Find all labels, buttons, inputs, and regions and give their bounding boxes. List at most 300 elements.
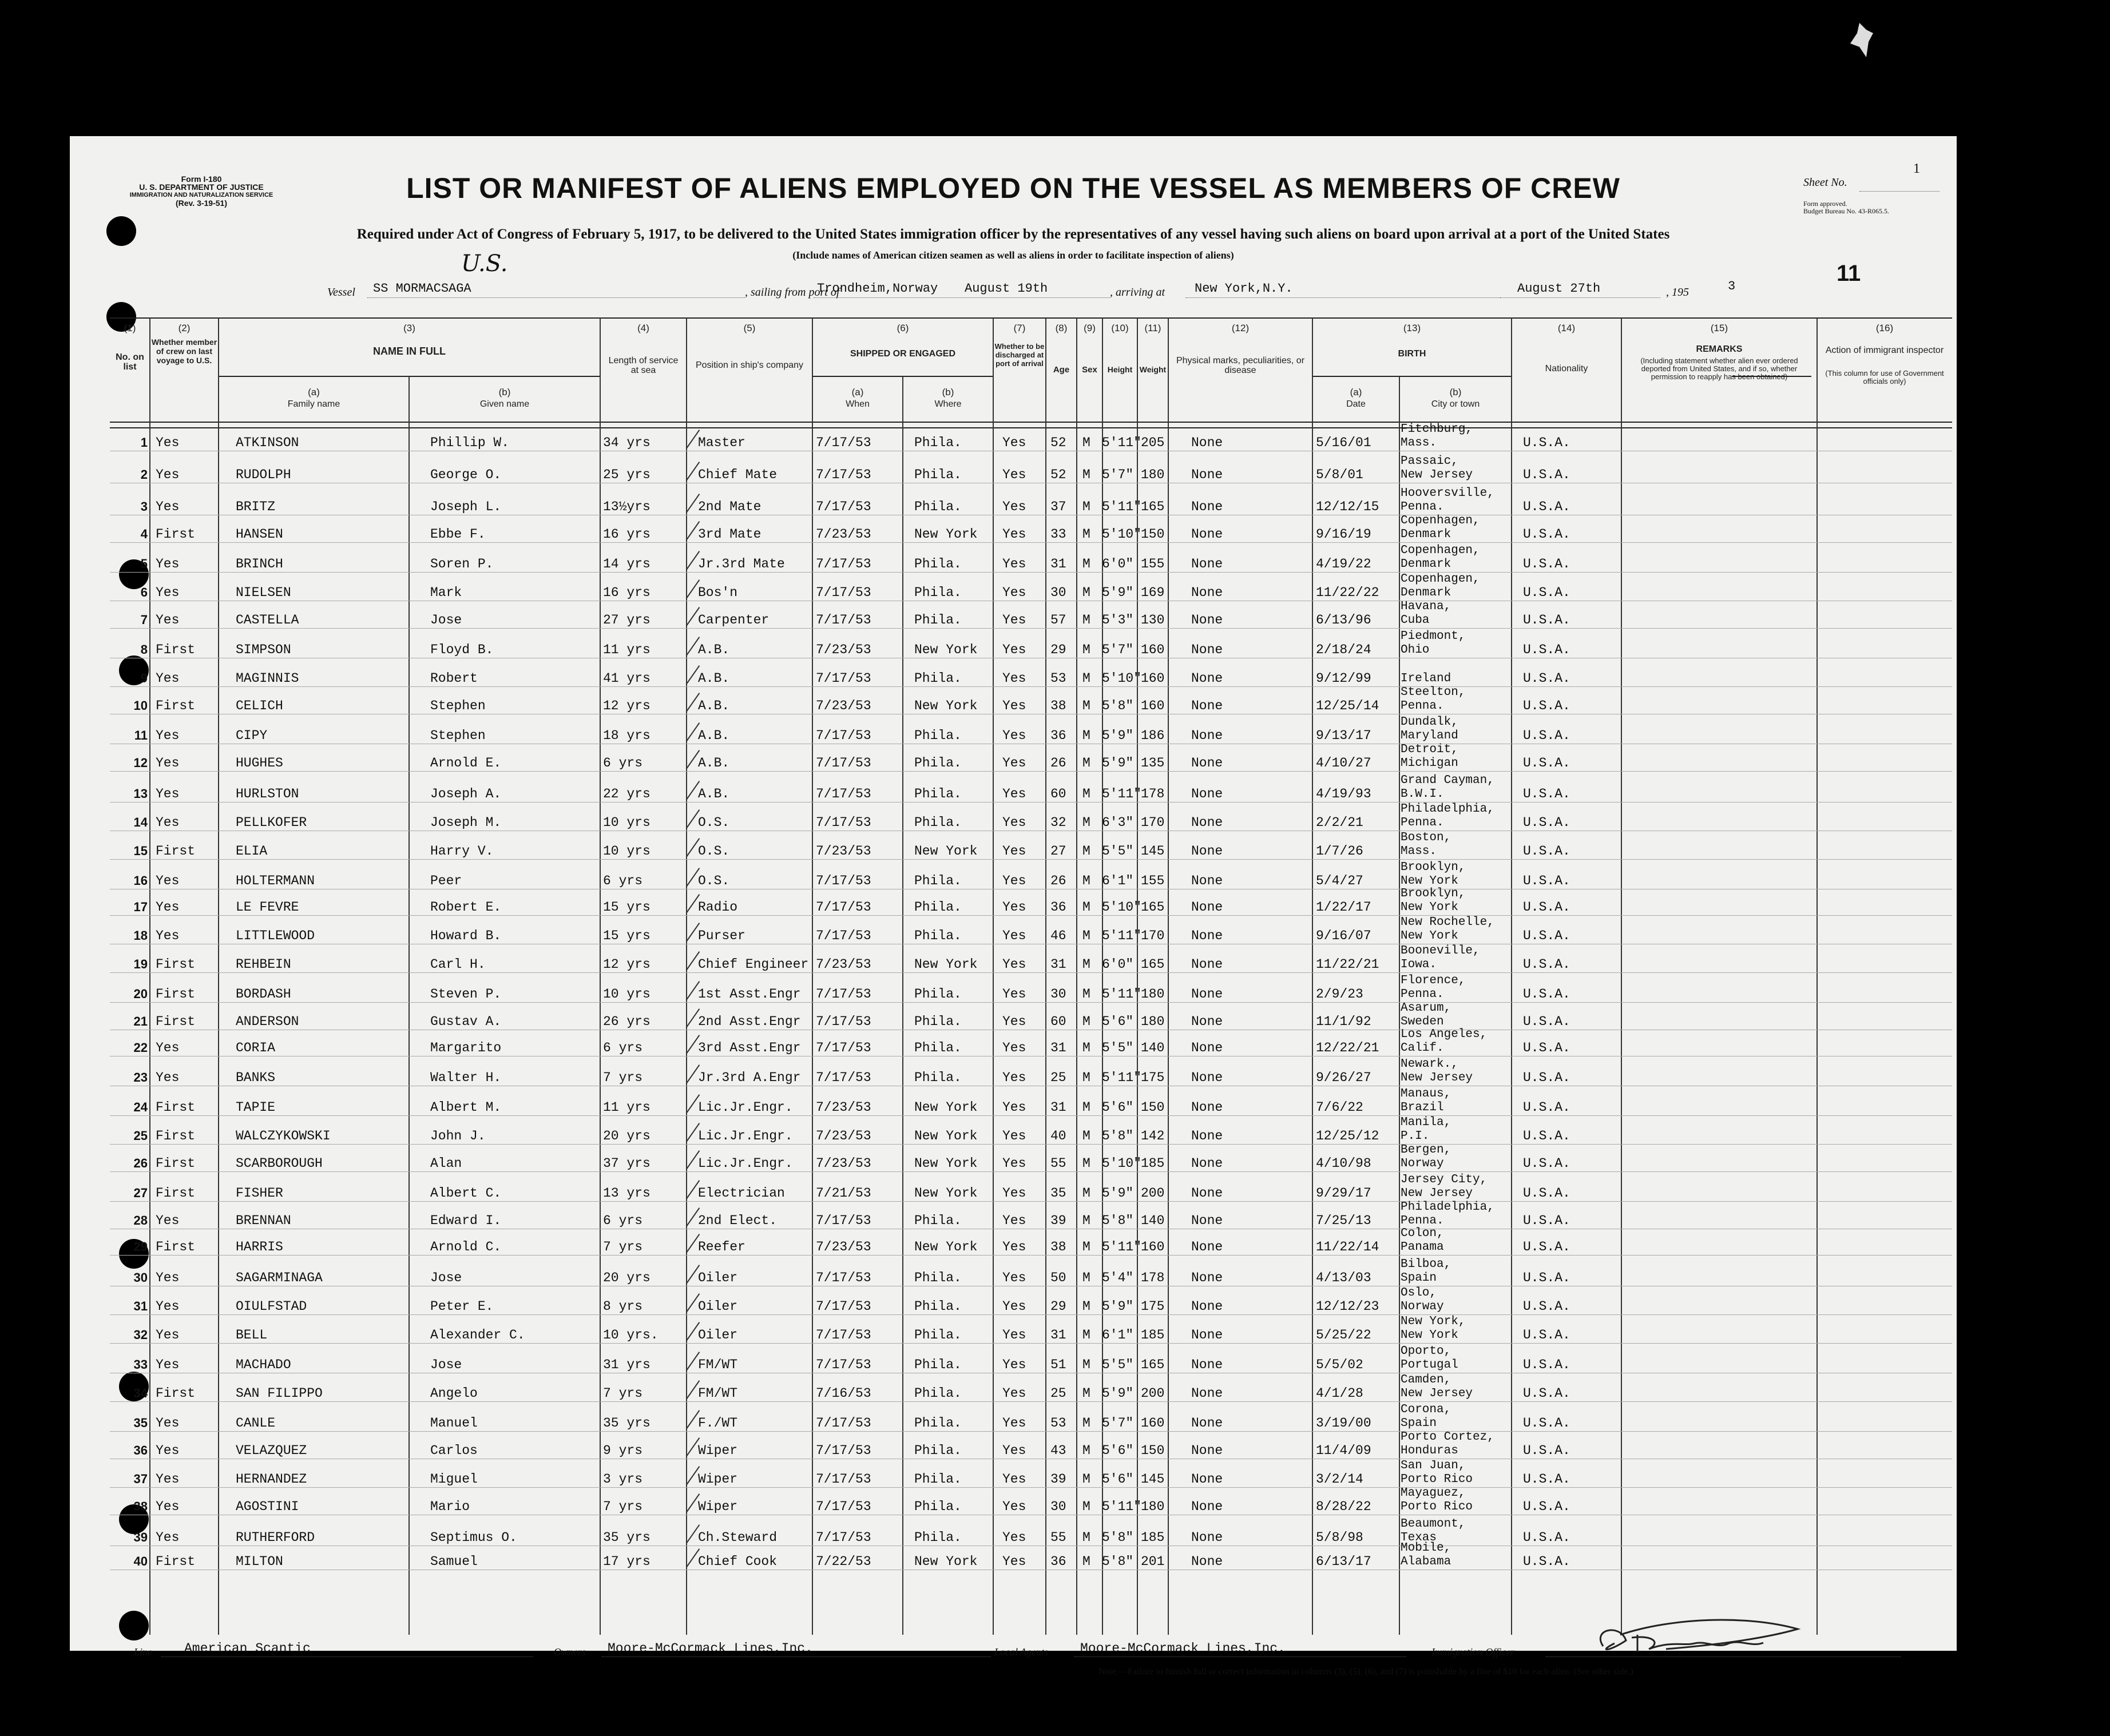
- row-discharged: Yes: [1002, 786, 1026, 801]
- row-given-name: Edward I.: [430, 1213, 502, 1228]
- row-weight: 145: [1141, 844, 1165, 859]
- row-position: Chief Cook: [698, 1554, 778, 1569]
- row-nationality: U.S.A.: [1523, 873, 1570, 888]
- row-service: 9 yrs: [603, 1443, 643, 1458]
- row-number: 35: [133, 1416, 148, 1430]
- row-birth-date: 6/13/17: [1316, 1554, 1371, 1569]
- row-age: 30: [1050, 987, 1066, 1002]
- row-service: 7 yrs: [603, 1386, 643, 1401]
- row-physical-marks: None: [1191, 1499, 1223, 1514]
- row-height: 6'3": [1102, 815, 1134, 830]
- row-weight: 200: [1141, 1186, 1165, 1201]
- col-header-when: When: [846, 399, 870, 409]
- row-physical-marks: None: [1191, 435, 1223, 450]
- row-last-voyage: First: [156, 698, 196, 713]
- row-nationality: U.S.A.: [1523, 1416, 1570, 1431]
- service-name: IMMIGRATION AND NATURALIZATION SERVICE: [129, 192, 273, 198]
- row-shipped-when: 7/23/53: [816, 1100, 871, 1115]
- row-given-name: Joseph A.: [430, 786, 502, 801]
- row-last-voyage: First: [156, 844, 196, 859]
- row-birth-city: Boston,: [1401, 831, 1451, 844]
- row-family-name: REHBEIN: [236, 957, 291, 972]
- row-discharged: Yes: [1002, 499, 1026, 514]
- row-last-voyage: Yes: [156, 1357, 180, 1372]
- row-discharged: Yes: [1002, 844, 1026, 859]
- row-shipped-when: 7/17/53: [816, 756, 871, 770]
- row-shipped-when: 7/17/53: [816, 1357, 871, 1372]
- row-sex: M: [1082, 786, 1090, 801]
- row-given-name: Robert E.: [430, 900, 502, 915]
- row-nationality: U.S.A.: [1523, 1240, 1570, 1254]
- row-service: 17 yrs: [603, 1554, 651, 1569]
- row-weight: 165: [1141, 1357, 1165, 1372]
- row-discharged: Yes: [1002, 1499, 1026, 1514]
- row-service: 10 yrs: [603, 987, 651, 1002]
- row-last-voyage: Yes: [156, 1070, 180, 1085]
- row-number: 25: [133, 1129, 148, 1143]
- col-header-birth: BIRTH: [1398, 349, 1426, 359]
- row-given-name: John J.: [430, 1129, 486, 1143]
- row-shipped-where: Phila.: [914, 900, 962, 915]
- row-family-name: AGOSTINI: [236, 1499, 299, 1514]
- row-family-name: MACHADO: [236, 1357, 291, 1372]
- row-shipped-when: 7/17/53: [816, 557, 871, 571]
- col-header-height: Height: [1107, 365, 1133, 374]
- row-shipped-where: Phila.: [914, 987, 962, 1002]
- row-weight: 186: [1141, 728, 1165, 743]
- line-label: Line: [134, 1646, 153, 1658]
- row-position: Lic.Jr.Engr.: [698, 1156, 793, 1171]
- row-sex: M: [1082, 1499, 1090, 1514]
- row-sex: M: [1082, 1416, 1090, 1431]
- row-family-name: SAGARMINAGA: [236, 1270, 323, 1285]
- row-shipped-where: Phila.: [914, 671, 962, 686]
- row-given-name: Joseph M.: [430, 815, 502, 830]
- row-age: 55: [1050, 1530, 1066, 1545]
- row-birth-city: Copenhagen,: [1401, 544, 1480, 557]
- row-discharged: Yes: [1002, 435, 1026, 450]
- row-number: 39: [133, 1530, 148, 1544]
- row-age: 43: [1050, 1443, 1066, 1458]
- row-shipped-when: 7/23/53: [816, 844, 871, 859]
- row-physical-marks: None: [1191, 786, 1223, 801]
- row-position: 2nd Elect.: [698, 1213, 778, 1228]
- row-last-voyage: Yes: [156, 1530, 180, 1545]
- row-height: 5'9": [1102, 1186, 1134, 1201]
- row-shipped-when: 7/17/53: [816, 613, 871, 627]
- row-given-name: Steven P.: [430, 987, 502, 1002]
- row-physical-marks: None: [1191, 585, 1223, 600]
- row-weight: 165: [1141, 957, 1165, 972]
- row-age: 46: [1050, 928, 1066, 943]
- row-birth-region: Alabama: [1401, 1555, 1451, 1568]
- row-age: 40: [1050, 1129, 1066, 1143]
- row-position: Chief Engineer: [698, 957, 809, 972]
- row-discharged: Yes: [1002, 1070, 1026, 1085]
- row-number: 40: [133, 1554, 148, 1568]
- row-age: 38: [1050, 1240, 1066, 1254]
- row-age: 25: [1050, 1070, 1066, 1085]
- row-birth-region: Iowa.: [1401, 958, 1437, 971]
- row-service: 11 yrs: [603, 1100, 651, 1115]
- row-last-voyage: Yes: [156, 435, 180, 450]
- row-nationality: U.S.A.: [1523, 527, 1570, 542]
- row-family-name: CIPY: [236, 728, 268, 743]
- row-weight: 150: [1141, 1100, 1165, 1115]
- row-family-name: ANDERSON: [236, 1014, 299, 1029]
- row-position: 3rd Mate: [698, 527, 761, 542]
- row-nationality: U.S.A.: [1523, 557, 1570, 571]
- row-shipped-when: 7/17/53: [816, 435, 871, 450]
- row-family-name: WALCZYKOWSKI: [236, 1129, 331, 1143]
- arrival-port: New York,N.Y.: [1195, 281, 1293, 296]
- row-sex: M: [1082, 1100, 1090, 1115]
- row-birth-region: Ohio: [1401, 643, 1430, 657]
- row-physical-marks: None: [1191, 815, 1223, 830]
- row-sex: M: [1082, 1156, 1090, 1171]
- row-discharged: Yes: [1002, 815, 1026, 830]
- row-nationality: U.S.A.: [1523, 1070, 1570, 1085]
- col-header-age: Age: [1053, 365, 1070, 375]
- row-service: 35 yrs: [603, 1530, 651, 1545]
- row-height: 5'7": [1102, 1416, 1134, 1431]
- row-birth-city: Steelton,: [1401, 686, 1466, 699]
- row-family-name: HARRIS: [236, 1240, 283, 1254]
- row-number: 10: [133, 698, 148, 713]
- row-position: Bos'n: [698, 585, 738, 600]
- row-discharged: Yes: [1002, 1186, 1026, 1201]
- row-service: 10 yrs: [603, 815, 651, 830]
- row-position: Master: [698, 435, 745, 450]
- row-shipped-when: 7/17/53: [816, 728, 871, 743]
- row-birth-date: 2/18/24: [1316, 642, 1371, 657]
- row-given-name: Howard B.: [430, 928, 502, 943]
- row-birth-date: 12/25/14: [1316, 698, 1379, 713]
- sailing-label: , sailing from port of: [745, 286, 840, 299]
- row-age: 36: [1050, 1554, 1066, 1569]
- row-nationality: U.S.A.: [1523, 499, 1570, 514]
- local-agents-value: Moore-McCormack Lines,Inc.: [1080, 1641, 1286, 1656]
- row-shipped-when: 7/16/53: [816, 1386, 871, 1401]
- row-birth-region: Spain: [1401, 1417, 1437, 1430]
- row-physical-marks: None: [1191, 1156, 1223, 1171]
- row-birth-city: Asarum,: [1401, 1002, 1451, 1015]
- row-sex: M: [1082, 1014, 1090, 1029]
- manifest-sheet: Form I-180 U. S. DEPARTMENT OF JUSTICE IMMIGRATION AND NATURALIZATION SERVICE (Rev. 3-19-51) LIST OR MANIFEST OF ALIENS EMPLOYED ON THE VESSEL AS MEMBERS OF CREW Required under Act of Congress of February 5, 1917, to be delivered to the United States immigration officer by the representatives of any vessel having such aliens on board upon arrival at a port of the United States (Include names of American citizen seamen as well as aliens in order to facilitate inspection of aliens) Sheet No. 1 Form approved. Budget Bureau No. 43-R065.5. 11 Vessel U.S. SS MORMACSAGA , sailing from port of Trondheim,Norway August 19th , arriving at New York,N.Y. August 27th , 195 3 (1) No. on list (2) Whether member of crew on last voyage to U.S. (3) NAME IN FULL (a) Family name (b) Given name (4) Length of service at sea (5) Position in ship's company (6) SHIPPED OR ENGAGED (a) When (b) Where (7) Whether to be discharged at port of arrival (8) Age (9) Sex (10) Height (11) Weight (12) Physical marks, peculiarities, or disease (13) BIRTH (a) Date (b) City or town (14) Nationality (15) REMARKS (Including statement whether alien ever ordered deported from United States, and if so, whether permission to reapply has been obtained) (16) Action of immigrant inspector (This column for use of Government officials only) 1 Yes ATKINSON Phillip W. 34 yrs Master 7/17/53 Phila. Yes 52 M 5'11" 205 None 5/16/01 U.S.A. Fitchburg, Mass. 2 Yes RUDOLPH George O. 25 yrs Chief Mate 7/17/53 Phila. Yes 52 M 5'7" 180 None 5/8/01 U.S.A. Passaic, New Jersey 3 Yes BRITZ Joseph L. 13½yrs 2nd Mate 7/17/53 Phila. Yes 37 M 5'11" 165 None 12/12/15 U.S.A. Hooversville, Penna. 4 First HANSEN Ebbe F. 16 yrs 3rd Mate 7/23/53 New York Yes 33 M 5'10" 150 None 9/16/19 U.S.A. Copenhagen, Denmark 5 Yes BRINCH Soren P. 14 yrs Jr.3rd Mate 7/17/53 Phila. Yes 31 M 6'0" 155 None 4/19/22 U.S.A. Copenhagen, Denmark 6 Yes NIELSEN Mark 16 yrs Bos'n 7/17/53 Phila. Yes 30 M 5'9" 169 None 11/22/22 U.S.A. Copenhagen, Denmark 7 Yes CASTELLA Jose 27 yrs Carpenter 7/17/53 Phila. Yes 57 M 5'3" 130 None 6/13/96 U.S.A. Havana, Cuba 8 First SIMPSON Floyd B. 11 yrs A.B. 7/23/53 New York Yes 29 M 5'7" 160 None 2/18/24 U.S.A. Piedmont, Ohio 9 Yes MAGINNIS Robert 41 yrs A.B. 7/17/53 Phila. Yes 53 M 5'10" 160 None 9/12/99 U.S.A. Ireland 10 First CELICH Stephen 12 yrs A.B. 7/23/53 New York Yes 38 M 5'8" 160 None 12/25/14 U.S.A. Steelton, Penna. 11 Yes CIPY Stephen 18 yrs A.B. 7/17/53 Phila. Yes 36 M 5'9" 186 None 9/13/17 U.S.A. Dundalk, Maryland 12 Yes HUGHES Arnold E. 6 yrs A.B. 7/17/53 Phila. Yes 26 M 5'9" 135 None 4/10/27 U.S.A. Detroit, Michigan 13 Yes HURLSTON Joseph A. 22 yrs A.B. 7/17/53 Phila. Yes 60 M 5'11" 178 None 4/19/93 U.S.A. Grand Cayman, B.W.I. 14 Yes PELLKOFER Joseph M. 10 yrs O.S. 7/17/53 Phila. Yes 32 M 6'3" 170 None 2/2/21 U.S.A. Philadelphia, Penna. 15 First ELIA Harry V. 10 yrs O.S. 7/23/53 New York Yes 27 M 5'5" 145 None 1/7/26 U.S.A. Boston, Mass. 16 Yes HOLTERMANN Peer 6 yrs O.S. 7/17/53 Phila. Yes 26 M 6'1" 155 None 5/4/27 U.S.A. Brooklyn, New York 17 Yes LE FEVRE Robert E. 15 yrs Radio 7/17/53 Phila. Yes 36 M 5'10" 165 None 1/22/17 U.S.A. Brooklyn, New York 18 Yes LITTLEWOOD Howard B. 15 yrs Purser 7/17/53 Phila. Yes 46 M 5'11" 170 None 9/16/07 U.S.A. New Rochelle, New York 19 First REHBEIN Carl H. 12 yrs Chief Engineer 7/23/53 New York Yes 31 M 6'0" 165 None 11/22/21 U.S.A. Booneville, Iowa. 20 First BORDASH Steven P. 10 yrs 1st Asst.Engr 7/17/53 Phila. Yes 30 M 5'11" 180 None 2/9/23 U.S.A. Florence, Penna. 21 First ANDERSON Gustav A. 26 yrs 2nd Asst.Engr 7/17/53 Phila. Yes 60 M 5'6" 180 None 11/1/92 U.S.A. Asarum, Sweden 22 Yes CORIA Margarito 6 yrs 3rd Asst.Engr 7/17/53 Phila. Yes 31 M 5'5" 140 None 12/22/21 U.S.A. Los Angeles, Calif. 23 Yes BANKS Walter H. 7 yrs Jr.3rd A.Engr 7/17/53 Phila. Yes 25 M 5'11" 175 None 9/26/27 U.S.A. Newark., New Jersey 24 First TAPIE Albert M. 11 yrs Lic.Jr.Engr. 7/23/53 New York Yes 31 M 5'6" 150 None 7/6/22 U.S.A. Manaus, Brazil 25 First WALCZYKOWSKI John J. 20 yrs Lic.Jr.Engr. 7/23/53 New York Yes 40 M 5'8" 142 None 12/25/12 U.S.A. Manila, P.I. 26 First SCARBOROUGH Alan 37 yrs Lic.Jr.Engr. 7/23/53 New York Yes 55 M 5'10" 185 None 4/10/98 U.S.A. Bergen, Norway 27 First FISHER Albert C. 13 yrs Electrician 7/21/53 New York Yes 35 M 5'9" 200 None 9/29/17 U.S.A. Jersey City, New Jersey 28 Yes BRENNAN Edward I. 6 yrs 2nd Elect. 7/17/53 Phila. Yes 39 M 5'8" 140 None 7/25/13 U.S.A. Philadelphia, Penna. 29 First HARRIS Arnold C. 7 yrs Reefer 7/23/53 New York Yes 38 M 5'11" 160 None 11/22/14 U.S.A. Colon, Panama 30 Yes SAGARMINAGA Jose 20 yrs Oiler 7/17/53 Phila. Yes 50 M 5'4" 178 None 4/13/03 U.S.A. Bilboa, Spain 31 Yes OIULFSTAD Peter E. 8 yrs Oiler 7/17/53 Phila. Yes 29 M 5'9" 175 None 12/12/23 U.S.A. Oslo, Norway 32 Yes BELL Alexander C. 10 yrs. Oiler 7/17/53 Phila. Yes 31 M 6'1" 185 None 5/25/22 U.S.A. New York, New York 33 Yes MACHADO Jose 31 yrs FM/WT 7/17/53 Phila. Yes 51 M 5'5" 165 None 5/5/02 U.S.A. Oporto, Portugal 34 First SAN FILIPPO Angelo 7 yrs FM/WT 7/16/53 Phila. Yes 25 M 5'9" 200 None 4/1/28 U.S.A. Camden, New Jersey 35 Yes CANLE Manuel 35 yrs F./WT 7/17/53 Phila. Yes 53 M 5'7" 160 None 3/19/00 U.S.A. Corona, Spain 36 Yes VELAZQUEZ Carlos 9 yrs Wiper 7/17/53 Phila. Yes 43 M 5'6" 150 None 11/4/09 U.S.A. Porto Cortez, Honduras 37 Yes HERNANDEZ Miguel 3 yrs Wiper 7/17/53 Phila. Yes 39 M 5'6" 145 None 3/2/14 U.S.A. San Juan, Porto Rico 38 Yes AGOSTINI Mario 7 yrs Wiper 7/17/53 Phila. Yes 30 M 5'11" 180 None 8/28/22 U.S.A. Mayaguez, Porto Rico 39 Yes RUTHERFORD Septimus O. 35 yrs Ch.Steward 7/17/53 Phila. Yes 55 M 5'8" 185 None 5/8/98 U.S.A. Beaumont, Texas 40 First MILTON Samuel 17 yrs Chief Cook 7/22/53 New York Yes 36 M 5'8" 201 None 6/13/17 U.S.A. Mobile, Alabama Line American Scantic Owners Moore-McCormack Lines,Inc. Local Agents Moore-McCormack Lines,Inc. Immigration Officer Note.—Failure to furnish full or correct information in columns (3), (5), (6), and (7) is punishable by a fine of $10 for each alien. (See other side.): [70, 136, 1957, 1651]
- departure-port: Trondheim,Norway: [817, 281, 938, 296]
- row-age: 31: [1050, 957, 1066, 972]
- row-age: 29: [1050, 642, 1066, 657]
- row-physical-marks: None: [1191, 1443, 1223, 1458]
- row-service: 6 yrs: [603, 873, 643, 888]
- row-shipped-where: Phila.: [914, 557, 962, 571]
- row-given-name: Stephen: [430, 698, 486, 713]
- row-birth-date: 5/8/01: [1316, 467, 1363, 482]
- row-birth-date: 11/22/22: [1316, 585, 1379, 600]
- col-header-position: Position in ship's company: [695, 360, 804, 370]
- row-birth-region: Penna.: [1401, 500, 1444, 514]
- row-birth-city: Brooklyn,: [1401, 861, 1466, 874]
- row-birth-date: 11/1/92: [1316, 1014, 1371, 1029]
- row-shipped-where: Phila.: [914, 815, 962, 830]
- row-age: 53: [1050, 1416, 1066, 1431]
- row-last-voyage: First: [156, 1386, 196, 1401]
- row-shipped-when: 7/17/53: [816, 1472, 871, 1487]
- row-physical-marks: None: [1191, 1014, 1223, 1029]
- row-service: 18 yrs: [603, 728, 651, 743]
- row-physical-marks: None: [1191, 1270, 1223, 1285]
- row-nationality: U.S.A.: [1523, 698, 1570, 713]
- row-birth-region: Texas: [1401, 1531, 1437, 1544]
- row-last-voyage: First: [156, 957, 196, 972]
- row-weight: 180: [1141, 467, 1165, 482]
- row-physical-marks: None: [1191, 900, 1223, 915]
- row-last-voyage: Yes: [156, 499, 180, 514]
- row-sex: M: [1082, 642, 1090, 657]
- row-shipped-when: 7/17/53: [816, 1328, 871, 1342]
- row-height: 6'1": [1102, 873, 1134, 888]
- row-birth-city: Mobile,: [1401, 1542, 1451, 1555]
- arriving-label: , arriving at: [1110, 286, 1165, 299]
- row-last-voyage: Yes: [156, 786, 180, 801]
- row-last-voyage: First: [156, 1014, 196, 1029]
- row-given-name: Alan: [430, 1156, 462, 1171]
- row-position: Reefer: [698, 1240, 745, 1254]
- row-physical-marks: None: [1191, 844, 1223, 859]
- col-header-last-voyage: Whether member of crew on last voyage to U.S.: [151, 337, 217, 365]
- row-birth-date: 1/22/17: [1316, 900, 1371, 915]
- col-header-sex: Sex: [1082, 365, 1097, 375]
- col-header-birth-date: Date: [1346, 399, 1366, 409]
- row-discharged: Yes: [1002, 1357, 1026, 1372]
- row-height: 5'9": [1102, 585, 1134, 600]
- row-age: 38: [1050, 698, 1066, 713]
- row-family-name: CANLE: [236, 1416, 276, 1431]
- row-shipped-where: Phila.: [914, 467, 962, 482]
- row-given-name: Arnold C.: [430, 1240, 502, 1254]
- row-height: 6'1": [1102, 1328, 1134, 1342]
- row-nationality: U.S.A.: [1523, 786, 1570, 801]
- row-physical-marks: None: [1191, 1416, 1223, 1431]
- row-birth-city: Newark.,: [1401, 1058, 1458, 1071]
- row-weight: 155: [1141, 873, 1165, 888]
- row-shipped-when: 7/23/53: [816, 527, 871, 542]
- row-family-name: BANKS: [236, 1070, 276, 1085]
- row-physical-marks: None: [1191, 1299, 1223, 1314]
- row-number: 38: [133, 1499, 148, 1513]
- row-birth-city: Oporto,: [1401, 1345, 1451, 1358]
- row-family-name: VELAZQUEZ: [236, 1443, 307, 1458]
- row-birth-region: Denmark: [1401, 558, 1451, 571]
- row-birth-city: Mayaguez,: [1401, 1487, 1466, 1500]
- row-number: 16: [133, 873, 148, 888]
- row-discharged: Yes: [1002, 613, 1026, 627]
- row-number: 22: [133, 1040, 148, 1055]
- row-shipped-when: 7/17/53: [816, 1299, 871, 1314]
- row-discharged: Yes: [1002, 1156, 1026, 1171]
- row-birth-region: Brazil: [1401, 1101, 1444, 1114]
- row-number: 24: [133, 1100, 148, 1114]
- col-header-family-name: Family name: [287, 399, 340, 409]
- row-weight: 170: [1141, 815, 1165, 830]
- row-discharged: Yes: [1002, 1472, 1026, 1487]
- row-service: 11 yrs: [603, 642, 651, 657]
- row-family-name: CELICH: [236, 698, 283, 713]
- row-birth-city: Brooklyn,: [1401, 887, 1466, 900]
- row-birth-region: Norway: [1401, 1300, 1444, 1313]
- row-birth-date: 12/25/12: [1316, 1129, 1379, 1143]
- local-agents-label: Local Agents: [994, 1646, 1049, 1658]
- row-height: 5'9": [1102, 756, 1134, 770]
- row-number: 5: [140, 557, 148, 571]
- row-physical-marks: None: [1191, 1213, 1223, 1228]
- row-given-name: Peer: [430, 873, 462, 888]
- row-birth-region: Portugal: [1401, 1358, 1458, 1372]
- row-birth-date: 5/25/22: [1316, 1328, 1371, 1342]
- row-birth-city: Manila,: [1401, 1116, 1451, 1129]
- row-given-name: Gustav A.: [430, 1014, 502, 1029]
- row-height: 5'8": [1102, 1530, 1134, 1545]
- row-birth-city: Manaus,: [1401, 1087, 1451, 1101]
- row-nationality: U.S.A.: [1523, 1014, 1570, 1029]
- row-shipped-where: New York: [914, 957, 978, 972]
- row-height: 5'8": [1102, 1129, 1134, 1143]
- row-given-name: Angelo: [430, 1386, 478, 1401]
- row-given-name: Harry V.: [430, 844, 494, 859]
- row-family-name: SCARBOROUGH: [236, 1156, 323, 1171]
- row-shipped-when: 7/23/53: [816, 1240, 871, 1254]
- row-family-name: BRITZ: [236, 499, 276, 514]
- row-last-voyage: Yes: [156, 900, 180, 915]
- row-number: 23: [133, 1070, 148, 1084]
- row-family-name: CORIA: [236, 1040, 276, 1055]
- row-height: 5'11": [1102, 987, 1142, 1002]
- row-birth-region: Maryland: [1401, 729, 1458, 742]
- row-physical-marks: None: [1191, 1386, 1223, 1401]
- row-position: Wiper: [698, 1499, 738, 1514]
- row-height: 5'11": [1102, 435, 1142, 450]
- row-height: 5'5": [1102, 1357, 1134, 1372]
- row-number: 7: [140, 613, 148, 627]
- row-number: 4: [140, 527, 148, 541]
- form-number: Form I-180: [181, 174, 222, 184]
- form-subtitle: Required under Act of Congress of February 5, 1917, to be delivered to the United States immigration officer by the representatives of any vessel having such aliens on board upon arrival at a port of the United States: [356, 227, 1670, 242]
- row-discharged: Yes: [1002, 1040, 1026, 1055]
- row-birth-city: Booneville,: [1401, 944, 1480, 958]
- line-value: American Scantic: [184, 1641, 311, 1656]
- row-age: 35: [1050, 1186, 1066, 1201]
- row-sex: M: [1082, 671, 1090, 686]
- row-age: 26: [1050, 756, 1066, 770]
- row-service: 7 yrs: [603, 1070, 643, 1085]
- row-shipped-where: Phila.: [914, 1499, 962, 1514]
- row-position: Lic.Jr.Engr.: [698, 1129, 793, 1143]
- row-service: 26 yrs: [603, 1014, 651, 1029]
- row-birth-city: Oslo,: [1401, 1286, 1437, 1300]
- row-shipped-where: Phila.: [914, 1014, 962, 1029]
- row-discharged: Yes: [1002, 1213, 1026, 1228]
- row-sex: M: [1082, 756, 1090, 770]
- row-weight: 160: [1141, 698, 1165, 713]
- row-sex: M: [1082, 1040, 1090, 1055]
- row-weight: 180: [1141, 1499, 1165, 1514]
- row-service: 22 yrs: [603, 786, 651, 801]
- row-nationality: U.S.A.: [1523, 1357, 1570, 1372]
- row-given-name: Jose: [430, 1270, 462, 1285]
- row-sex: M: [1082, 435, 1090, 450]
- row-height: 5'6": [1102, 1443, 1134, 1458]
- row-position: Ch.Steward: [698, 1530, 778, 1545]
- row-sex: M: [1082, 467, 1090, 482]
- row-height: 5'3": [1102, 613, 1134, 627]
- row-sex: M: [1082, 1240, 1090, 1254]
- row-age: 33: [1050, 527, 1066, 542]
- row-birth-city: Bilboa,: [1401, 1258, 1451, 1271]
- row-last-voyage: First: [156, 1554, 196, 1569]
- row-family-name: MILTON: [236, 1554, 283, 1569]
- row-birth-date: 2/9/23: [1316, 987, 1363, 1002]
- row-nationality: U.S.A.: [1523, 1328, 1570, 1342]
- sheet-no-value: 1: [1913, 161, 1920, 176]
- row-service: 20 yrs: [603, 1129, 651, 1143]
- row-nationality: U.S.A.: [1523, 642, 1570, 657]
- row-shipped-where: Phila.: [914, 756, 962, 770]
- row-birth-date: 9/29/17: [1316, 1186, 1371, 1201]
- col-header-nationality: Nationality: [1545, 364, 1588, 374]
- row-age: 55: [1050, 1156, 1066, 1171]
- row-shipped-where: New York: [914, 1156, 978, 1171]
- row-shipped-when: 7/17/53: [816, 1530, 871, 1545]
- row-service: 16 yrs: [603, 527, 651, 542]
- row-physical-marks: None: [1191, 728, 1223, 743]
- row-position: Wiper: [698, 1472, 738, 1487]
- row-physical-marks: None: [1191, 1357, 1223, 1372]
- row-birth-region: Porto Rico: [1401, 1473, 1473, 1486]
- row-shipped-when: 7/17/53: [816, 1270, 871, 1285]
- row-position: A.B.: [698, 786, 730, 801]
- row-last-voyage: Yes: [156, 1443, 180, 1458]
- row-birth-region: Calif.: [1401, 1042, 1444, 1055]
- row-age: 31: [1050, 1100, 1066, 1115]
- row-number: 19: [133, 957, 148, 971]
- row-birth-date: 1/7/26: [1316, 844, 1363, 859]
- row-service: 14 yrs: [603, 557, 651, 571]
- row-weight: 200: [1141, 1386, 1165, 1401]
- row-last-voyage: Yes: [156, 557, 180, 571]
- row-sex: M: [1082, 873, 1090, 888]
- row-position: Purser: [698, 928, 745, 943]
- row-sex: M: [1082, 1070, 1090, 1085]
- row-shipped-where: Phila.: [914, 873, 962, 888]
- row-height: 5'10": [1102, 900, 1142, 915]
- row-age: 29: [1050, 1299, 1066, 1314]
- row-birth-date: 12/12/23: [1316, 1299, 1379, 1314]
- row-weight: 205: [1141, 435, 1165, 450]
- row-birth-city: Hooversville,: [1401, 487, 1494, 500]
- row-discharged: Yes: [1002, 928, 1026, 943]
- row-number: 2: [140, 467, 148, 482]
- row-shipped-where: Phila.: [914, 585, 962, 600]
- row-shipped-when: 7/23/53: [816, 1156, 871, 1171]
- col-header-inspector-note: (This column for use of Government officials only): [1825, 369, 1944, 386]
- row-nationality: U.S.A.: [1523, 1213, 1570, 1228]
- row-position: Wiper: [698, 1443, 738, 1458]
- row-weight: 160: [1141, 1416, 1165, 1431]
- row-age: 25: [1050, 1386, 1066, 1401]
- row-physical-marks: None: [1191, 928, 1223, 943]
- row-sex: M: [1082, 1472, 1090, 1487]
- col-header-given-name: Given name: [479, 399, 530, 409]
